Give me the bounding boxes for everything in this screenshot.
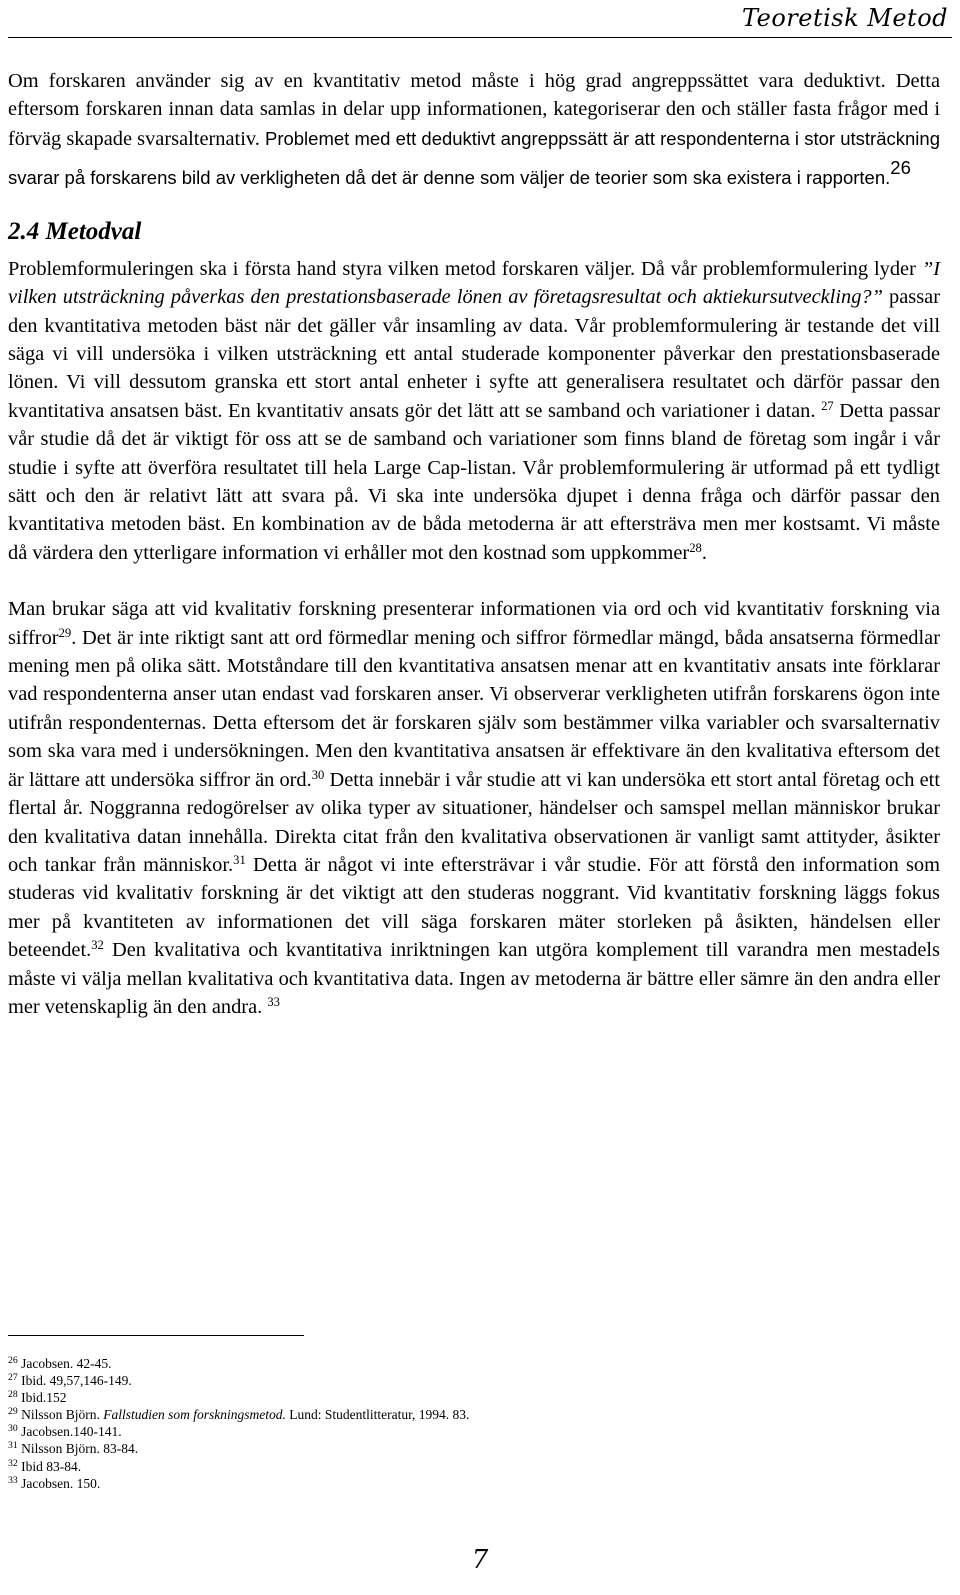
footnote-ref: 31 xyxy=(233,852,246,867)
footnote-ref: 33 xyxy=(267,995,280,1009)
footnote-text: Jacobsen. 150. xyxy=(21,1475,101,1491)
footnote xyxy=(8,1406,908,1423)
footnote-text: Ibid. 49,57,146-149. xyxy=(21,1373,132,1389)
paragraph-text: Om forskaren använder sig av en kvantitativ metod måste i hög grad angreppssättet vara deduktivt. Detta eftersom forskaren innan data samlas in delar upp informationen, kategoriserar den och ställer fasta frågor med i förväg skapade svarsalternativ. xyxy=(8,70,940,150)
footnote-text: Nilsson Björn. 83-84. xyxy=(21,1441,139,1457)
footnote-text: Jacobsen. 42-45. xyxy=(21,1356,112,1371)
paragraph-text: . Det är inte riktigt sant att ord förmedlar mening och siffror förmedlar mängd, båda ansatserna förmedlar mening men på olika sätt. Motståndare till den kvantitativa ansatsen menar att en kvantitativ ansats inte förklarar vad respondenterna anser utan endast vad forskaren anser. Vi observerar verkligheten utifrån forskarens ögon inte utifrån respondenternas. Detta eftersom det är forskaren själv som bestämmer vilka variabler och svarsalternativ som ska vara med i undersökningen. Men den kvantitativa ansatsen är effektivare än den kvalitativa eftersom det är lättare att undersöka siffror än ord. xyxy=(8,626,940,791)
footnote-text: Lund: Studentlitteratur, 1994. 83. xyxy=(285,1407,470,1423)
footnote-divider xyxy=(8,1335,304,1336)
paragraph-text: . xyxy=(701,541,707,564)
footnote xyxy=(8,1440,908,1457)
footnote-number: 27 xyxy=(8,1372,18,1384)
paragraph-text: Problemformuleringen ska i första hand styra vilken metod forskaren väljer. Då vår problemformulering lyder xyxy=(8,257,922,280)
paragraph-kvalitativ xyxy=(8,595,940,1021)
footnote-text: Ibid 83-84. xyxy=(21,1458,82,1474)
footnote-ref: 29 xyxy=(58,625,72,640)
footnote xyxy=(8,1475,908,1492)
paragraph-text: Den kvalitativa och kvantitativa inriktningen kan utgöra komplement till varandra men mestadels måste vi välja mellan kvalitativa och kvantitativa data. Ingen av metoderna är bättre eller sämre än den andra eller mer vetenskaplig än den andra. xyxy=(8,939,940,1018)
footnote xyxy=(8,1423,908,1440)
research-question: ”I vilken utsträckning påverkas den prestationsbaserade lönen av företagsresultat och aktiekursutveckling?” xyxy=(8,257,940,309)
paragraph-text-sans: Problemet med ett deduktivt angreppssätt är att respondenterna i stor utsträckning svarar på forskarens bild av verkligheten då det är denne som väljer de teorier som ska existera i rapporten. xyxy=(8,127,940,189)
footnote-number: 29 xyxy=(8,1406,18,1418)
paragraph-text: Detta innebär i vår studie att vi kan undersöka ett stort antal företag och ett flertal år. Noggranna redogörelser av olika typer av situationer, händelser och samspel mellan människor brukar den kvalitativa datan innehålla. Direkta citat från den kvalitativa observationen är vanligt samt attityder, åsikter och tankar från människor. xyxy=(8,768,940,876)
paragraph-text: Detta är något vi inte eftersträvar i vår studie. För att förstå den information som studeras vid kvalitativ forskning är det viktigt att den studeras noggrant. Vid kvantitativ forskning läggs fokus mer på kvantiteten av informationen det vill säga forskaren mäter storleken på åsikten, händelsen eller beteendet. xyxy=(8,853,940,962)
footnote-text: Nilsson Björn. xyxy=(21,1407,104,1423)
paragraph-text: Detta passar vår studie då det är viktigt för oss att se de samband och variationer som finns bland de företag som ingår i vår studie i syfte att överföra resultatet till hela Large Cap-listan. Vår problemformulering är utformad på ett tydligt sätt och den är relativt lätt att svara på. Vi ska inte undersöka djupet i denna fråga och därför passar den kvantitativa metoden bäst. En kombination av de båda metoderna är att eftersträva men mer kostsamt. Vi måste då värdera den ytterligare information vi erhåller mot den kostnad som uppkommer xyxy=(8,399,940,564)
footnote-text: Jacobsen.140-141. xyxy=(21,1424,122,1440)
paragraph-deduktivt xyxy=(8,67,940,193)
footnote-ref: 26 xyxy=(890,157,911,179)
footnote-ref: 27 xyxy=(821,398,834,413)
footnote xyxy=(8,1372,908,1389)
footnote-number: 26 xyxy=(8,1355,18,1367)
footnote-number: 28 xyxy=(8,1389,18,1401)
header-divider xyxy=(8,37,952,38)
footnote-book-title: Fallstudien som forskningsmetod. xyxy=(103,1407,286,1423)
footnote-number: 30 xyxy=(8,1423,18,1435)
footnote xyxy=(8,1458,908,1475)
footnote xyxy=(8,1389,908,1406)
running-header-title: Teoretisk Metod xyxy=(741,4,948,32)
paragraph-metodval xyxy=(8,255,940,567)
page-body xyxy=(8,67,940,1021)
footnote-text: Ibid.152 xyxy=(21,1390,67,1406)
footnote-number: 32 xyxy=(8,1457,18,1469)
paragraph-text: passar den kvantitativa metoden bäst när det gäller vår insamling av data. Vår problemformulering är testande det vill säga vi vill undersöka i vilken utsträckning ett antal studerade komponenter påverkar den prestationsbaserade lönen. Vi vill dessutom granska ett stort antal enheter i syfte att generalisera resultatet och därför passar den kvantitativa ansatsen bäst. En kvantitativ ansats gör det lätt att se samband och variationer i datan. xyxy=(8,286,940,422)
footnote-ref: 28 xyxy=(689,540,702,555)
section-heading: 2.4 Metodval xyxy=(8,217,142,245)
footnote-number: 31 xyxy=(8,1440,18,1452)
footnote-number: 33 xyxy=(8,1474,18,1486)
page-number: 7 xyxy=(471,1545,489,1575)
footnotes xyxy=(8,1355,908,1492)
footnote-ref: 30 xyxy=(311,767,325,782)
paragraph-text: Man brukar säga att vid kvalitativ forskning presenterar informationen via ord och vid kvantitativ forskning via siffror xyxy=(8,598,940,649)
footnote-ref: 32 xyxy=(91,938,104,953)
footnote xyxy=(8,1355,908,1372)
